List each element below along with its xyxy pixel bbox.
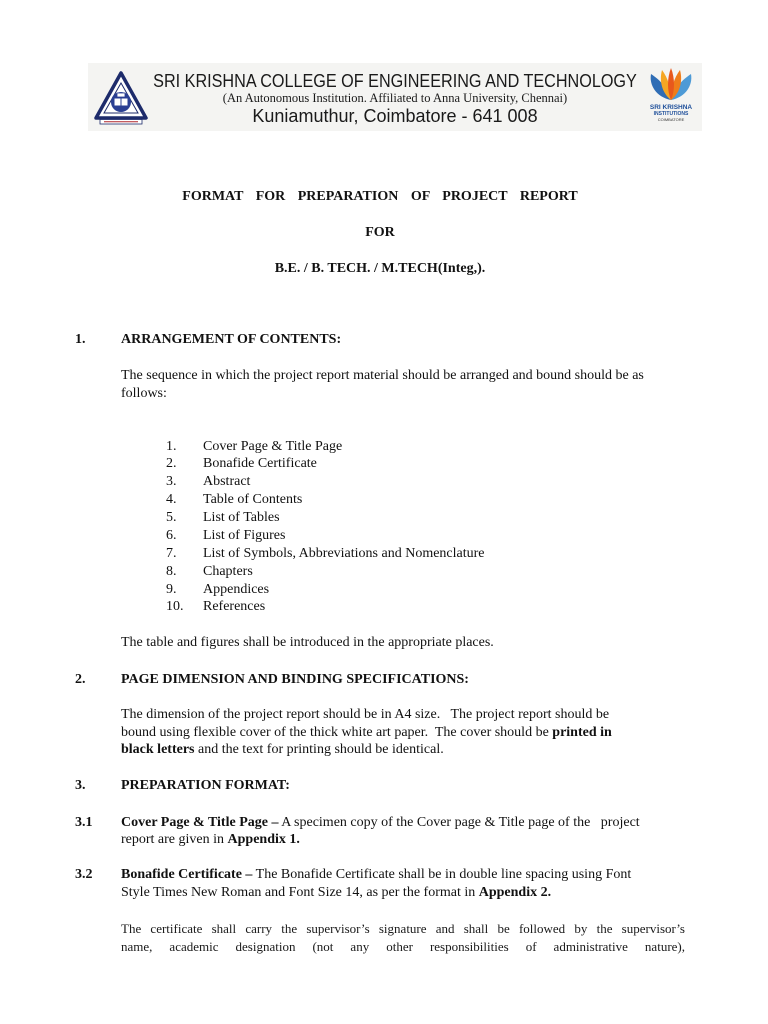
paragraph-line	[121, 724, 612, 742]
document-subtitle: B.E. / B. TECH. / M.TECH(Integ,).	[274, 261, 486, 276]
college-affiliation: (An Autonomous Institution. Affiliated to Anna University, Chennai)	[222, 91, 568, 105]
list-item-number: 7.	[166, 546, 177, 561]
logo-text-line: SRI KRISHNA	[649, 104, 693, 111]
list-item-number: 3.	[166, 474, 177, 489]
logo-text-line: INSTITUTIONS	[653, 111, 689, 117]
paragraph-text: and the text for printing should be identical.	[194, 742, 444, 757]
contents-list-item	[166, 527, 285, 545]
paragraph-line	[121, 866, 631, 884]
list-item-text: Table of Contents	[203, 492, 303, 507]
paragraph-text: A specimen copy of the Cover page & Title page of the project	[278, 815, 640, 830]
list-item-text: List of Figures	[203, 528, 286, 543]
list-item-text: List of Symbols, Abbreviations and Nomenclature	[203, 546, 485, 561]
paragraph-line	[121, 884, 551, 902]
contents-list-item	[166, 545, 485, 563]
list-item-number: 10.	[166, 599, 184, 614]
list-item-number: 2.	[166, 456, 177, 471]
list-item-number: 1.	[166, 439, 177, 454]
document-title-for: FOR	[365, 225, 395, 240]
list-item-text: References	[203, 599, 266, 614]
list-item-number: 6.	[166, 528, 177, 543]
list-item-text: Appendices	[203, 582, 270, 597]
emphasis-text: printed in	[552, 725, 612, 740]
section-number: 3.	[75, 778, 86, 793]
contents-list-item	[166, 438, 342, 456]
paragraph-text: bound using flexible cover of the thick white art paper. The cover should be	[121, 725, 553, 740]
paragraph-text: The Bonafide Certificate shall be in double line spacing using Font	[252, 867, 632, 882]
contents-list-item	[166, 491, 302, 509]
contents-list-item	[166, 509, 280, 527]
lotus-logo	[644, 66, 698, 126]
list-item-number: 8.	[166, 564, 177, 579]
subsection-term: Bonafide Certificate –	[121, 867, 253, 882]
contents-list-item	[166, 473, 250, 491]
list-item-text: List of Tables	[203, 510, 280, 525]
contents-list-item	[166, 563, 253, 581]
list-item-text: Bonafide Certificate	[203, 456, 317, 471]
appendix-reference: Appendix 2.	[478, 885, 552, 900]
paragraph-line: The dimension of the project report should be in A4 size. The project report should be	[121, 707, 610, 722]
subsection-number: 3.2	[75, 867, 93, 882]
paragraph-line: The certificate shall carry the supervisor’s signature and shall be followed by the supervisor’s	[121, 921, 685, 936]
list-item-number: 5.	[166, 510, 177, 525]
paragraph-line	[121, 814, 640, 832]
logo-text-line: COIMBATORE	[657, 117, 685, 122]
section-number: 2.	[75, 672, 86, 687]
paragraph-line: follows:	[121, 386, 167, 401]
section-heading: PAGE DIMENSION AND BINDING SPECIFICATIONS:	[121, 672, 469, 687]
section-heading: ARRANGEMENT OF CONTENTS:	[121, 332, 342, 347]
list-item-text: Cover Page & Title Page	[203, 439, 343, 454]
subsection-term: Cover Page & Title Page –	[121, 815, 279, 830]
college-name: SRI KRISHNA COLLEGE OF ENGINEERING AND TECHNOLOGY	[153, 71, 637, 92]
college-emblem-logo	[93, 70, 149, 126]
subsection-number: 3.1	[75, 815, 93, 830]
lotus-icon	[646, 66, 696, 102]
list-item-text: Chapters	[203, 564, 253, 579]
appendix-reference: Appendix 1.	[227, 832, 300, 847]
contents-list-item	[166, 598, 265, 616]
paragraph-text: Style Times New Roman and Font Size 14, as per the format in	[121, 885, 479, 900]
section-number: 1.	[75, 332, 86, 347]
list-item-text: Abstract	[203, 474, 251, 489]
paragraph-line: The table and figures shall be introduced in the appropriate places.	[121, 635, 494, 650]
emphasis-text: black letters	[121, 742, 195, 757]
section-heading: PREPARATION FORMAT:	[121, 778, 290, 793]
list-item-number: 9.	[166, 582, 177, 597]
paragraph-line	[121, 741, 444, 759]
paragraph-line	[121, 831, 300, 849]
paragraph-text: report are given in	[121, 832, 228, 847]
college-address: Kuniamuthur, Coimbatore - 641 008	[252, 106, 538, 126]
contents-list-item	[166, 581, 269, 599]
list-item-number: 4.	[166, 492, 177, 507]
contents-list-item	[166, 455, 317, 473]
paragraph-line: name, academic designation (not any other responsibilities of administrative nature),	[121, 939, 685, 954]
paragraph-line: The sequence in which the project report material should be arranged and bound should be as	[121, 368, 644, 383]
document-title: FORMAT FOR PREPARATION OF PROJECT REPORT	[182, 189, 578, 204]
